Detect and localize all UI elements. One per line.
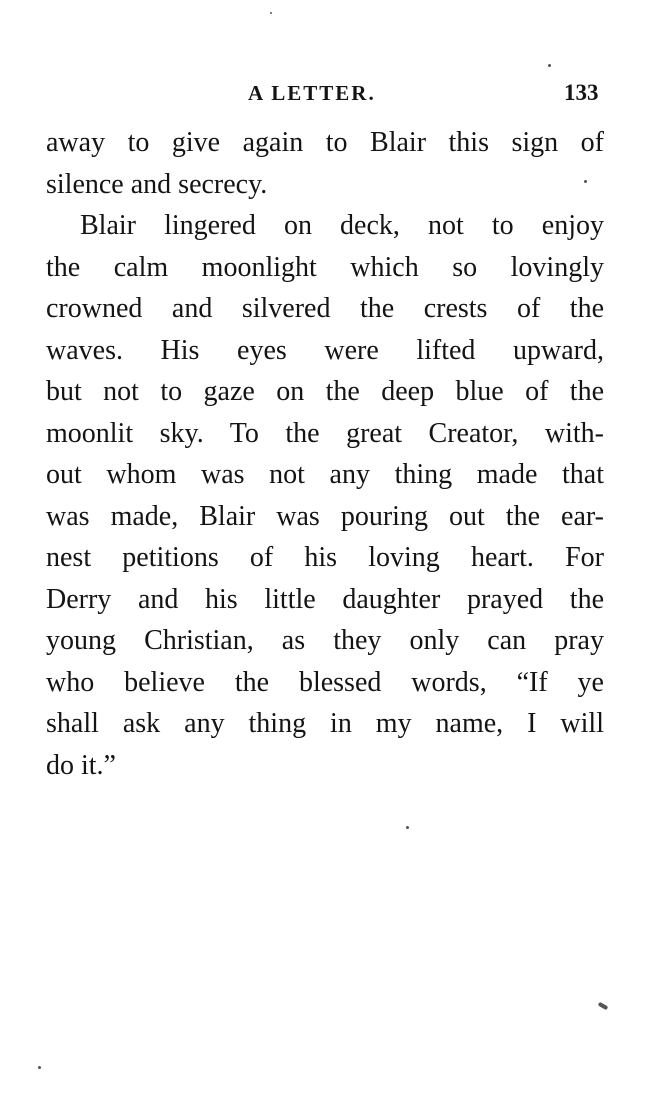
text-line: the calm moonlight which so lovingly [46,251,604,283]
text-line: Blair lingered on deck, not to enjoy [80,210,604,241]
text-line: waves. His eyes were lifted upward, [46,334,604,366]
text-line: but not to gaze on the deep blue of the [46,376,604,407]
scan-speck [406,826,409,829]
text-line: out whom was not any thing made that [46,459,604,490]
text-line: nest petitions of his loving heart. For [46,542,604,573]
text-line: do it.” [46,749,116,781]
text-line: shall ask any thing in my name, I will [46,708,604,739]
scan-speck [270,12,272,14]
page-body [46,122,604,786]
paragraph [46,122,604,205]
scan-speck [548,64,551,67]
text-line: young Christian, as they only can pray [46,625,604,656]
scan-speck [584,180,587,183]
scan-speck [598,1002,609,1010]
text-line: Derry and his little daughter prayed the [46,583,604,615]
text-line: was made, Blair was pouring out the ear- [46,500,604,532]
text-line: away to give again to Blair this sign of [46,127,604,158]
scan-speck [38,1066,41,1069]
text-line: moonlit sky. To the great Creator, with- [46,417,604,449]
text-line: silence and secrecy. [46,168,268,200]
running-title: A LETTER. [248,81,376,105]
paragraph [46,205,604,786]
text-line: crowned and silvered the crests of the [46,293,604,324]
text-line: who believe the blessed words, “If ye [46,666,604,698]
page-number: 133 [564,80,599,105]
